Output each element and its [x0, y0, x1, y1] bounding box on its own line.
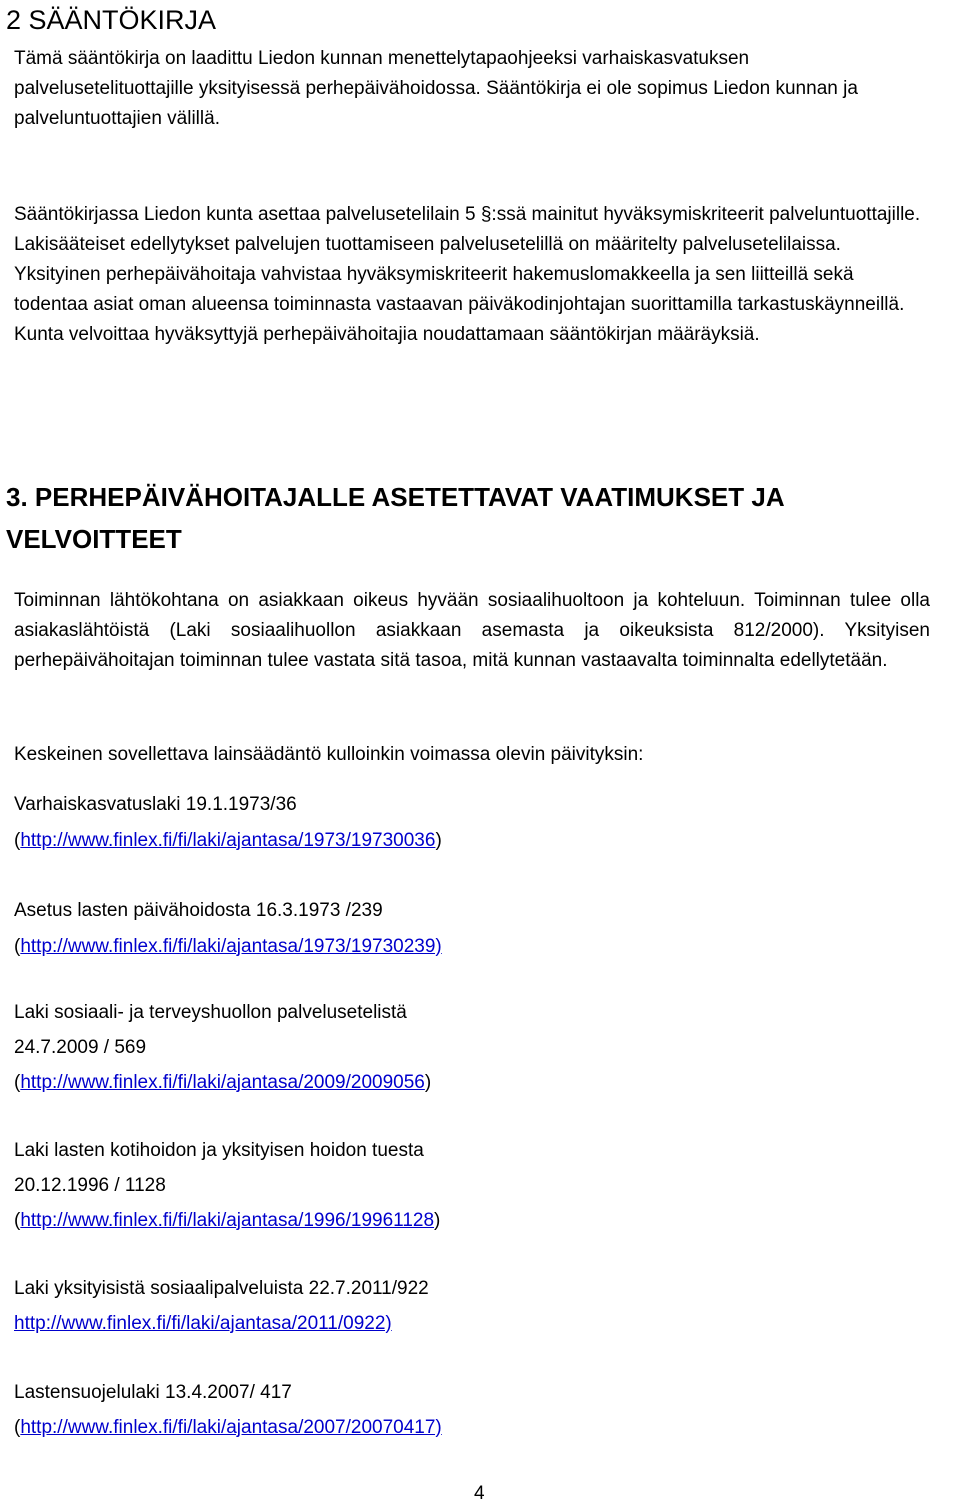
law-4-title: Laki lasten kotihoidon ja yksityisen hoidon tuesta — [14, 1140, 424, 1161]
law-5-title: Laki yksityisistä sosiaalipalveluista 22.7.2011/922 — [14, 1278, 429, 1299]
law-2-link-line — [14, 932, 442, 962]
section-3-heading: 3. PERHEPÄIVÄHOITAJALLE ASETETTAVAT VAATIMUKSET JA VELVOITTEET — [6, 482, 784, 554]
law-6-title: Lastensuojelulaki 13.4.2007/ 417 — [14, 1382, 292, 1403]
law-4-close-paren: ) — [434, 1210, 441, 1231]
law-3-link-line — [14, 1068, 431, 1098]
law-4-date: 20.12.1996 / 1128 — [14, 1175, 166, 1196]
law-6-link[interactable]: http://www.finlex.fi/fi/laki/ajantasa/2007/20070417) — [20, 1417, 442, 1438]
law-5-link-line — [14, 1309, 392, 1339]
law-3-close-paren: ) — [424, 1072, 432, 1093]
legislation-intro: Keskeinen sovellettava lainsäädäntö kulloinkin voimassa olevin päivityksin: — [14, 744, 644, 765]
law-1-close-paren: ) — [435, 830, 442, 851]
law-6-open-paren: ( — [14, 1417, 21, 1438]
law-1-title: Varhaiskasvatuslaki 19.1.1973/36 — [14, 794, 297, 815]
law-3-open-paren: ( — [14, 1072, 21, 1093]
law-6-link-line — [14, 1413, 442, 1443]
law-3-title: Laki sosiaali- ja terveyshuollon palvelusetelistä — [14, 1002, 407, 1023]
section-2-paragraph-1: Tämä sääntökirja on laadittu Liedon kunnan menettelytapaohjeeksi varhaiskasvatuksen palvelusetelituottajille yksityisessä perhepäivähoidossa. Sääntökirja ei ole sopimus Liedon kunnan ja palveluntuottajien välillä. — [14, 48, 858, 129]
law-3-date: 24.7.2009 / 569 — [14, 1037, 147, 1058]
section-3-paragraph-1: Toiminnan lähtökohtana on asiakkaan oikeus hyvään sosiaalihuoltoon ja kohteluun. Toiminnan tulee olla asiakaslähtöistä (Laki sosiaalihuollon asiakkaan asemasta ja oikeuksista 812/2000). Yksityisen perhepäivähoitajan toiminnan tulee vastata sitä tasoa, mitä kunnan vastaavalta toiminnalta edellytetään. — [14, 590, 930, 671]
law-1-link-line — [14, 826, 442, 856]
law-1-open-paren: ( — [14, 830, 21, 851]
law-1-link[interactable]: http://www.finlex.fi/fi/laki/ajantasa/1973/19730036 — [20, 830, 436, 851]
law-4-open-paren: ( — [14, 1210, 21, 1231]
section-2-heading: 2 SÄÄNTÖKIRJA — [6, 5, 217, 35]
law-2-title: Asetus lasten päivähoidosta 16.3.1973 /239 — [14, 900, 383, 921]
law-5-link[interactable]: http://www.finlex.fi/fi/laki/ajantasa/2011/0922) — [14, 1313, 392, 1334]
law-2-link[interactable]: http://www.finlex.fi/fi/laki/ajantasa/1973/19730239) — [20, 936, 442, 957]
law-4-link[interactable]: http://www.finlex.fi/fi/laki/ajantasa/1996/19961128 — [20, 1210, 435, 1231]
section-2-paragraph-2: Sääntökirjassa Liedon kunta asettaa palvelusetelilain 5 §:ssä mainitut hyväksymiskriteerit palveluntuottajille. Lakisääteiset edellytykset palvelujen tuottamiseen palvelusetelillä on määritelty palvelusetelilaissa. Yksityinen perhepäivähoitaja vahvistaa hyväksymiskriteerit hakemuslomakkeella ja sen liitteillä sekä todentaa asiat oman alueensa toiminnasta vastaavan päiväkodinjohtajan suorittamilla tarkastuskäynneillä. Kunta velvoittaa hyväksyttyjä perhepäivähoitajia noudattamaan sääntökirjan määräyksiä. — [14, 204, 921, 345]
law-4-link-line — [14, 1206, 440, 1236]
page-number: 4 — [474, 1483, 485, 1504]
law-3-link[interactable]: http://www.finlex.fi/fi/laki/ajantasa/2009/2009056 — [20, 1072, 425, 1093]
law-2-open-paren: ( — [14, 936, 21, 957]
